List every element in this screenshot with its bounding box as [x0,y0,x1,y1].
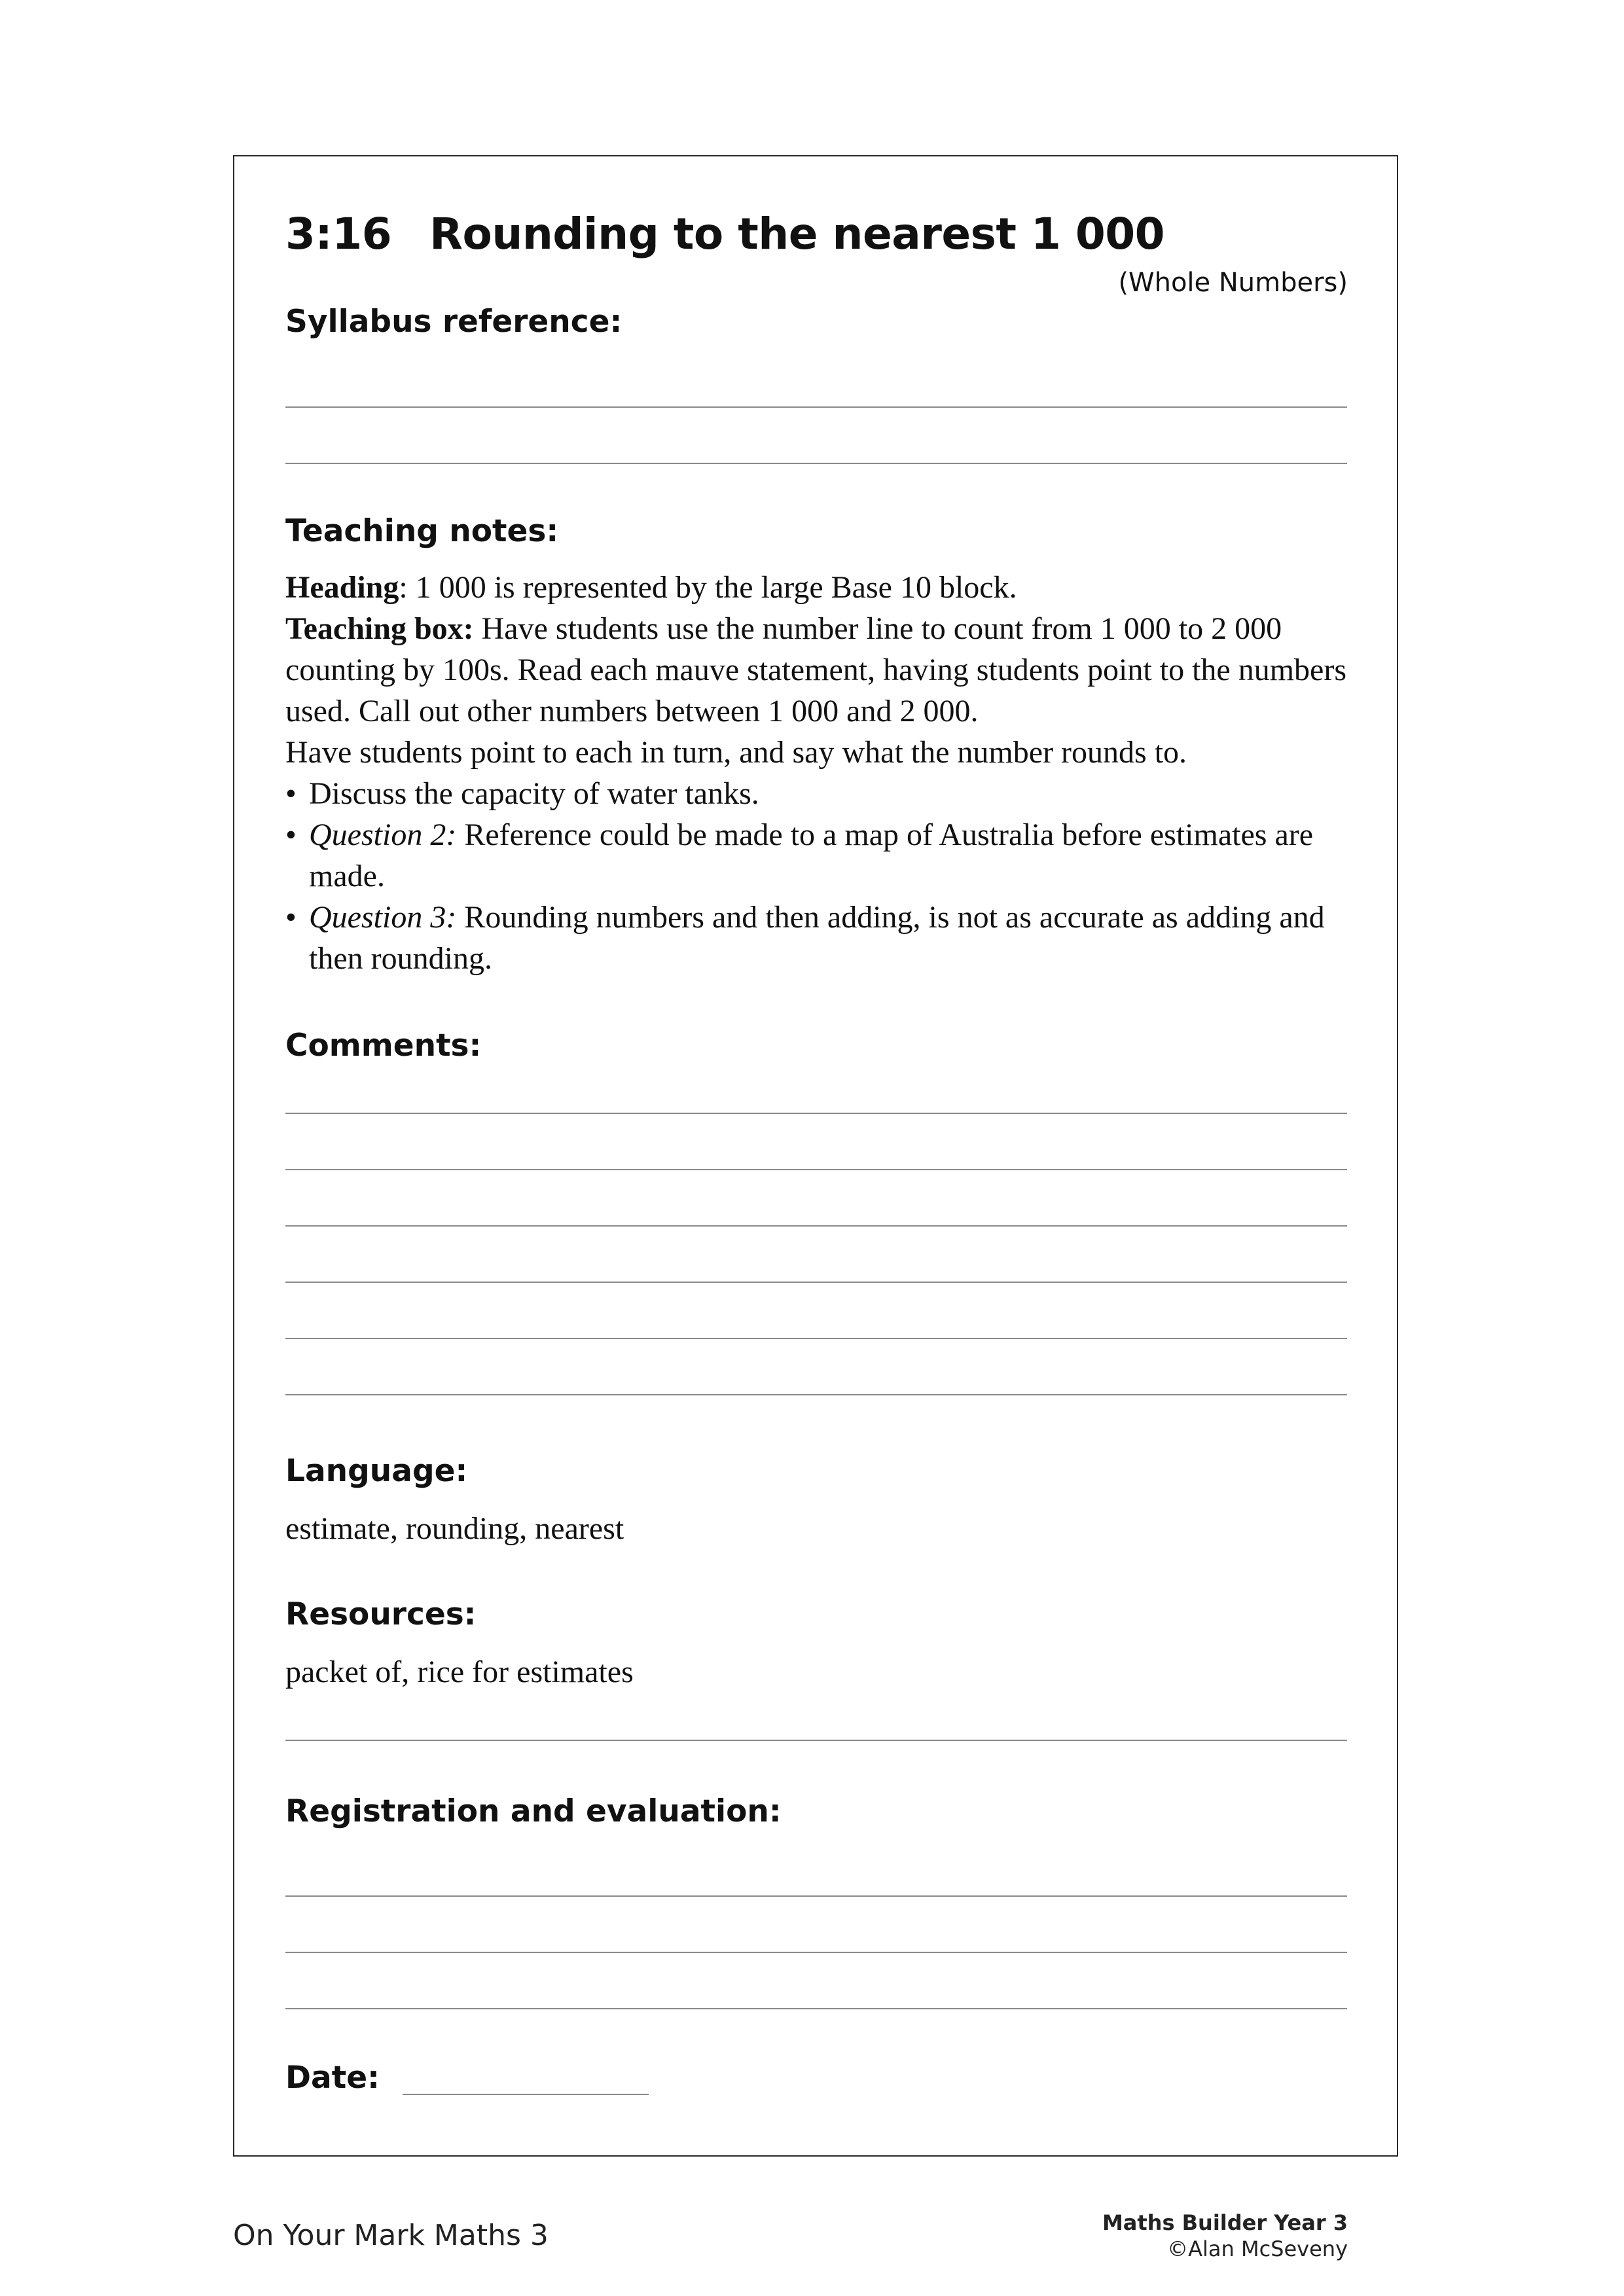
teaching-notes-heading: Teaching notes: [285,513,559,549]
list-item [285,773,1359,814]
teaching-box-paragraph [285,608,1359,732]
bullet-lead: Question 3: [309,900,457,935]
comments-line-6 [285,1394,1347,1395]
page-frame [233,155,1398,2157]
registration-line-1 [285,1895,1347,1897]
teaching-notes-list [285,773,1359,979]
lesson-number: 3:16 [285,209,392,259]
bullet-icon: • [285,817,297,852]
registration-heading: Registration and evaluation: [285,1793,782,1829]
syllabus-line-1 [285,406,1347,408]
comments-line-4 [285,1282,1347,1283]
page-title [285,208,1164,260]
syllabus-line-2 [285,463,1347,464]
list-item [285,897,1359,979]
bullet-icon: • [285,900,297,935]
heading-paragraph [285,567,1359,608]
comments-line-3 [285,1225,1347,1227]
language-heading: Language: [285,1453,468,1489]
heading-text: : 1 000 is represented by the large Base 10 block. [399,570,1017,605]
footer-series-title: On Your Mark Maths 3 [233,2219,549,2252]
date-line [403,2094,649,2095]
comments-line-1 [285,1113,1347,1114]
bullet-text: Reference could be made to a map of Australia before estimates are made. [309,817,1314,893]
registration-line-2 [285,1952,1347,1953]
comments-heading: Comments: [285,1028,482,1064]
resources-line [285,1740,1347,1741]
lesson-title: Rounding to the nearest 1 000 [429,209,1165,259]
registration-line-3 [285,2008,1347,2009]
bullet-text: Discuss the capacity of water tanks. [309,776,759,811]
bullet-text: Rounding numbers and then adding, is not as accurate as adding and then rounding. [309,900,1325,976]
comments-line-2 [285,1169,1347,1170]
comments-line-5 [285,1338,1347,1339]
footer-credit [1102,2210,1348,2262]
language-text: estimate, rounding, nearest [285,1511,624,1546]
resources-heading: Resources: [285,1596,477,1632]
resources-text: packet of, rice for estimates [285,1655,634,1689]
date-heading: Date: [285,2060,380,2096]
footer-book-title: Maths Builder Year 3 [1102,2210,1348,2235]
teaching-notes-body [285,567,1359,979]
follow-up-paragraph: Have students point to each in turn, and say what the number rounds to. [285,735,1187,770]
heading-label: Heading [285,570,399,605]
teaching-box-text: Have students use the number line to count from 1 000 to 2 000 counting by 100s. Read each mauve statement, having students point to the numbers used. Call out other numbers between 1 000 and 2 000. [285,611,1347,728]
footer-copyright: ©Alan McSeveny [1167,2236,1348,2261]
topic-category: (Whole Numbers) [1118,268,1348,298]
bullet-lead: Question 2: [309,817,457,852]
list-item [285,814,1359,897]
syllabus-heading: Syllabus reference: [285,304,623,340]
teaching-box-label: Teaching box: [285,611,474,646]
bullet-icon: • [285,776,297,811]
